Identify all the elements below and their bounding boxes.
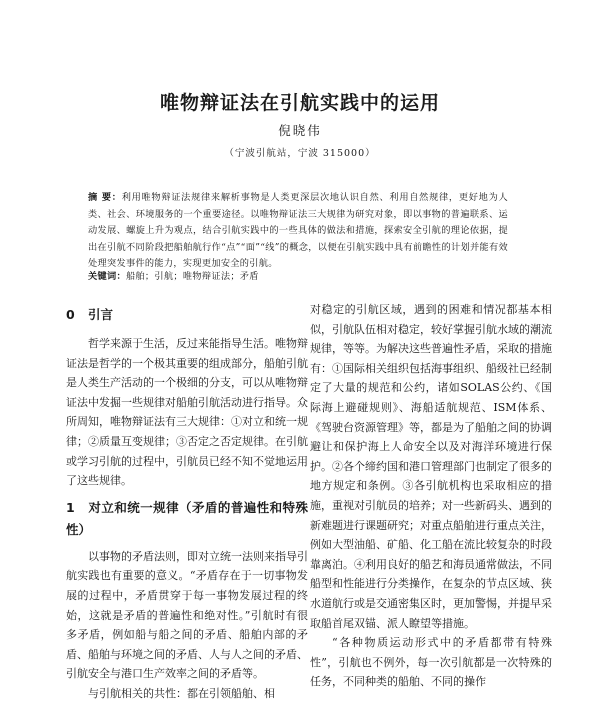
left-column: [66, 304, 308, 704]
continued-paragraph: 对稳定的引航区域，遇到的困难和情况都基本相似，引航队伍相对稳定，较好掌握引航水域的潮流规律，等等。为解决这些普遍性矛盾，采取的措施有：①国际相关组织包括海事组织、船级社已经制定了大量的规范和公约，诸如SOLAS公约、《国际海上避碰规则》、海船适航规范、ISM体系、《驾驶台资源管理》等，都是为了船舶之间的协调避让和保护海上人命安全以及对海洋环境进行保护。②各个缔约国和港口管理部门也制定了很多的地方规定和条例。③各引航机构也采取相应的措施，重视对引航员的培养；对一些新码头、遇到的新难题进行课题研究；对重点船舶进行重点关注，例如大型油船、矿船、化工船在流比较复杂的时段靠离泊。④利用良好的船艺和海员通常做法，不同船型和性能进行分类操作，在复杂的节点区域、狭水道航行或是交通密集区时，更加警惕，并提早采取船首尾双锚、派人瞭望等措施。: [310, 303, 552, 630]
section-title: 对立和统一规律（矛盾的普遍性和特殊性）: [66, 499, 308, 537]
keywords-label: 关键词：: [88, 271, 126, 282]
paper-title: 唯物辩证法在引航实践中的运用: [159, 92, 440, 114]
abstract-label: 摘 要：: [88, 192, 122, 203]
section-number: 1: [66, 499, 75, 515]
intro-paragraph: 哲学来源于生活，反过来能指导生活。唯物辩证法是哲学的一个极其重要的组成部分，船舶引航是人类生产活动的一个极细的分支，可以从唯物辩证法中发掘一些规律对船舶引航活动进行指导。众所周知，唯物辩证法有三大规律：①对立和统一规律；②质量互变规律；③否定之否定规律。在引航或学习引航的过程中，引航员已经不知不觉地运用了这些规律。: [66, 337, 308, 488]
quote-paragraph: “各种物质运动形式中的矛盾都带有特殊性”，引航也不例外，每一次引航都是一次特殊的任务，不同种类的船舶、不同的操作: [310, 636, 552, 689]
paper-affiliation: （宁波引航站，宁波 315000）: [224, 148, 376, 159]
section-title: 引言: [88, 307, 114, 322]
section1-paragraph-2: 与引航相关的共性：都在引领船舶、相: [88, 686, 275, 700]
abstract-text: 利用唯物辩证法规律来解析事物是人类更深层次地认识自然、利用自然规律，更好地为人类、社会、环境服务的一个重要途径。以唯物辩证法三大规律为研究对象，即以事物的普遍联系、运动发展、螺旋上升为观点，结合引航实践中的一些具体的做法和措施，探索安全引航的理论依据，提出在引航不同阶段把船舶航行作“点”“面”“线”的概念，以便在引航实践中具有前瞻性的计划并能有效处理突发事件的能力，实现更加安全的引航。: [88, 192, 508, 269]
section-number: 0: [66, 307, 75, 322]
paper-author: 倪晓伟: [278, 123, 322, 138]
right-column: [310, 300, 552, 692]
section1-paragraph: 以事物的矛盾法则，即对立统一法则来指导引航实践也有重要的意义。“矛盾存在于一切事物发展的过程中，矛盾贯穿于每一事物发展过程的终始，这就是矛盾的普遍性和绝对性。”引航时有很多矛盾，例如船与船之间的矛盾、船舶内部的矛盾、船舶与环境之间的矛盾、人与人之间的矛盾、引航安全与港口生产效率之间的矛盾等。: [66, 549, 308, 681]
keywords: [88, 268, 508, 282]
keywords-text: 船舶；引航；唯物辩证法；矛盾: [125, 271, 259, 282]
section-heading-1: [66, 497, 308, 541]
abstract: [88, 190, 508, 273]
section-heading-intro: [66, 304, 308, 326]
